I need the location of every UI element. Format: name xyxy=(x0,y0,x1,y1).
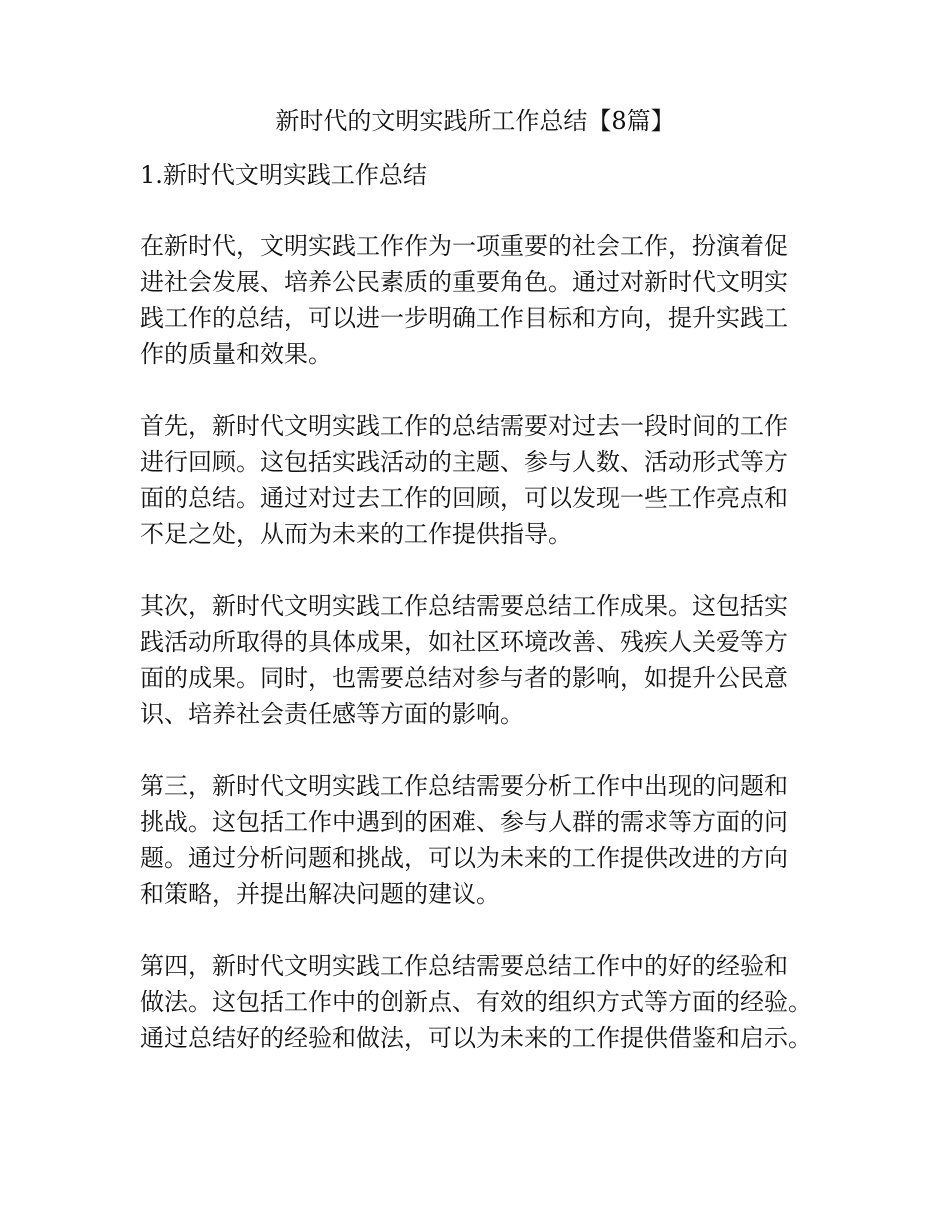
paragraph-line: 面的总结。通过对过去工作的回顾，可以发现一些工作亮点和 xyxy=(140,484,788,512)
paragraph-line: 践工作的总结，可以进一步明确工作目标和方向，提升实践工 xyxy=(140,304,788,332)
paragraph-line: 通过总结好的经验和做法，可以为未来的工作提供借鉴和启示。 xyxy=(140,1024,812,1052)
paragraph-line: 首先，新时代文明实践工作的总结需要对过去一段时间的工作 xyxy=(140,412,788,440)
paragraph-line: 挑战。这包括工作中遇到的困难、参与人群的需求等方面的问 xyxy=(140,808,788,836)
document-title: 新时代的文明实践所工作总结【8篇】 xyxy=(275,107,675,135)
paragraph-fourth xyxy=(140,948,830,1056)
paragraph-first xyxy=(140,408,830,552)
paragraph-third xyxy=(140,768,830,912)
paragraph-line: 作的质量和效果。 xyxy=(140,340,332,368)
paragraph-line: 题。通过分析问题和挑战，可以为未来的工作提供改进的方向 xyxy=(140,844,788,872)
paragraph-line: 第四，新时代文明实践工作总结需要总结工作中的好的经验和 xyxy=(140,952,788,980)
paragraph-line: 其次，新时代文明实践工作总结需要总结工作成果。这包括实 xyxy=(140,592,788,620)
paragraph-line: 面的成果。同时，也需要总结对参与者的影响，如提升公民意 xyxy=(140,664,788,692)
section-heading: 1.新时代文明实践工作总结 xyxy=(140,161,427,189)
paragraph-line: 不足之处，从而为未来的工作提供指导。 xyxy=(140,520,572,548)
paragraph-intro xyxy=(140,228,830,372)
paragraph-line: 进社会发展、培养公民素质的重要角色。通过对新时代文明实 xyxy=(140,268,788,296)
paragraph-line: 第三，新时代文明实践工作总结需要分析工作中出现的问题和 xyxy=(140,772,788,800)
paragraph-line: 和策略，并提出解决问题的建议。 xyxy=(140,880,500,908)
paragraph-line: 在新时代，文明实践工作作为一项重要的社会工作，扮演着促 xyxy=(140,232,788,260)
paragraph-line: 识、培养社会责任感等方面的影响。 xyxy=(140,700,524,728)
paragraph-line: 践活动所取得的具体成果，如社区环境改善、残疾人关爱等方 xyxy=(140,628,788,656)
paragraph-line: 进行回顾。这包括实践活动的主题、参与人数、活动形式等方 xyxy=(140,448,788,476)
paragraph-line: 做法。这包括工作中的创新点、有效的组织方式等方面的经验。 xyxy=(140,988,812,1016)
paragraph-second xyxy=(140,588,830,732)
